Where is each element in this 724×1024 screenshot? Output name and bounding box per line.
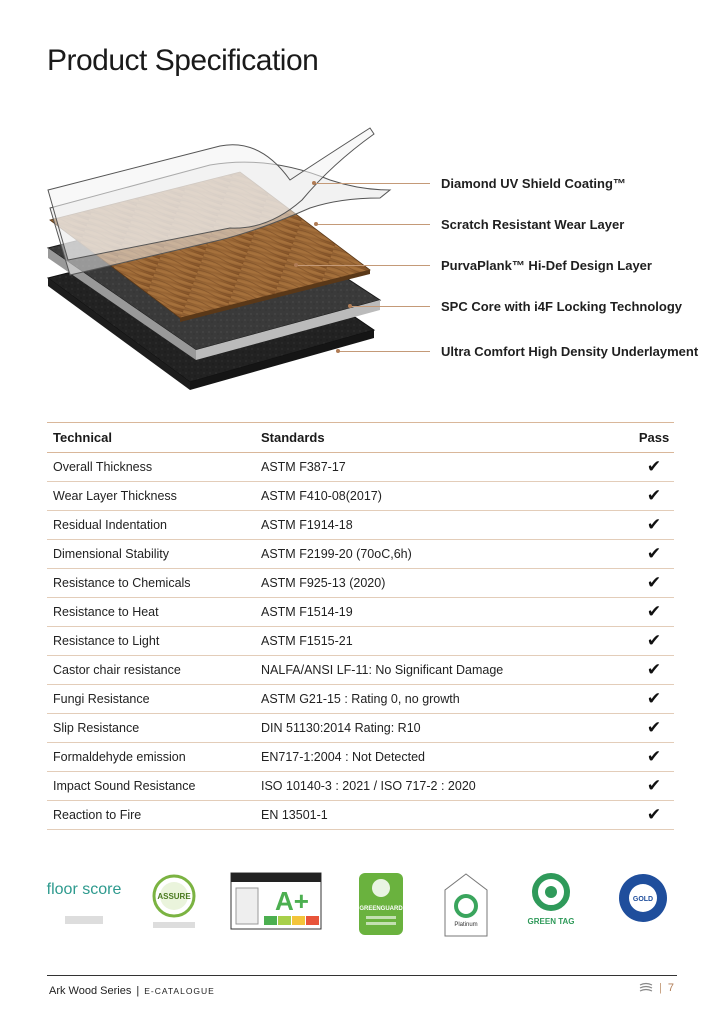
table-row [47,685,674,714]
table-body [47,453,674,830]
cell-standard: ASTM F1514-19 [255,598,634,627]
footer-rule [47,975,677,976]
cell-pass [634,772,674,801]
eurofins-indoor-air-comfort-gold-seal [617,872,669,924]
table-row [47,772,674,801]
footer-page: | 7 [639,982,674,994]
cell-standard: ASTM F387-17 [255,453,634,482]
table-row [47,511,674,540]
check-icon: ✔ [646,747,662,766]
cell-pass [634,656,674,685]
cell-pass [634,627,674,656]
check-icon: ✔ [646,457,662,476]
cell-technical: Resistance to Chemicals [47,569,255,598]
cell-standard: ASTM F1515-21 [255,627,634,656]
spec-table [47,422,674,830]
layer-label-uv: Diamond UV Shield Coating™ [441,176,626,191]
header-technical: Technical [47,423,255,453]
check-icon: ✔ [646,486,662,505]
floorscore-logo [46,872,122,932]
emissions-a-plus-label [230,872,322,930]
footer-divider: | [136,985,140,997]
check-icon: ✔ [646,602,662,621]
leader-line-core [350,306,430,307]
check-icon: ✔ [646,573,662,592]
table-row [47,569,674,598]
global-greentag-logo [520,872,582,932]
floorscore-text: floor score [46,881,122,898]
cell-technical: Impact Sound Resistance [47,772,255,801]
check-icon: ✔ [646,544,662,563]
cell-standard: ISO 10140-3 : 2021 / ISO 717-2 : 2020 [255,772,634,801]
leader-line-underlay [338,351,430,352]
cell-standard: ASTM F1914-18 [255,511,634,540]
cell-pass [634,685,674,714]
cell-technical: Residual Indentation [47,511,255,540]
layer-label-design: PurvaPlank™ Hi-Def Design Layer [441,258,652,273]
cell-pass [634,714,674,743]
cell-standard: ASTM F2199-20 (70oC,6h) [255,540,634,569]
table-row [47,656,674,685]
assure-certified-badge [145,872,203,932]
check-icon: ✔ [646,776,662,795]
layer-label-wear: Scratch Resistant Wear Layer [441,217,625,232]
check-icon: ✔ [646,689,662,708]
cell-pass [634,511,674,540]
table-row [47,453,674,482]
eurofins-grade: GOLD [632,896,654,903]
cell-standard: EN717-1:2004 : Not Detected [255,743,634,772]
layer-diagram-illustration [40,120,420,395]
page-title: Product Specification [47,44,319,77]
check-icon: ✔ [646,515,662,534]
cell-pass [634,801,674,830]
check-icon: ✔ [646,631,662,650]
table-row [47,540,674,569]
table-header-row [47,423,674,453]
header-standards: Standards [255,423,634,453]
table-row [47,743,674,772]
cell-technical: Reaction to Fire [47,801,255,830]
cell-technical: Resistance to Light [47,627,255,656]
cell-pass [634,453,674,482]
leader-line-design [296,265,430,266]
cell-technical: Dimensional Stability [47,540,255,569]
footer-series-name: Ark Wood Series [49,985,132,997]
cell-technical: Resistance to Heat [47,598,255,627]
cell-technical: Castor chair resistance [47,656,255,685]
table-row [47,598,674,627]
cell-technical: Slip Resistance [47,714,255,743]
cell-technical: Wear Layer Thickness [47,482,255,511]
cell-pass [634,743,674,772]
leader-line-uv [314,183,430,184]
table-row [47,801,674,830]
check-icon: ✔ [646,660,662,679]
cell-pass [634,598,674,627]
check-icon: ✔ [646,805,662,824]
footer-catalogue: E-CATALOGUE [144,986,215,996]
cell-pass [634,569,674,598]
cell-standard: ASTM G21-15 : Rating 0, no growth [255,685,634,714]
cell-standard: DIN 51130:2014 Rating: R10 [255,714,634,743]
emissions-grade: A+ [275,886,309,916]
certification-logos [46,872,675,942]
layer-label-core: SPC Core with i4F Locking Technology [441,299,683,314]
layer-label-underlay: Ultra Comfort High Density Underlayment [441,344,699,359]
cell-technical: Overall Thickness [47,453,255,482]
cell-standard: EN 13501-1 [255,801,634,830]
table-row [47,714,674,743]
page-number: 7 [667,982,674,994]
cell-standard: NALFA/ANSI LF-11: No Significant Damage [255,656,634,685]
cell-technical: Fungi Resistance [47,685,255,714]
brand-mark-icon [639,982,653,992]
cell-standard: ASTM F925-13 (2020) [255,569,634,598]
greenguard-text: GREENGUARD [359,906,403,912]
global-greentag-healthrate-badge [443,872,489,938]
header-pass: Pass [634,423,674,453]
cell-pass [634,482,674,511]
greenguard-gold-badge [358,872,404,936]
assure-text: ASSURE [157,892,191,901]
health-rate-text: Platinum [454,922,478,928]
cell-standard: ASTM F410-08(2017) [255,482,634,511]
green-tag-text: GREEN TAG [527,917,575,926]
footer-series [49,985,215,997]
cell-pass [634,540,674,569]
leader-line-wear [316,224,430,225]
table-row [47,627,674,656]
cell-technical: Formaldehyde emission [47,743,255,772]
check-icon: ✔ [646,718,662,737]
table-row [47,482,674,511]
